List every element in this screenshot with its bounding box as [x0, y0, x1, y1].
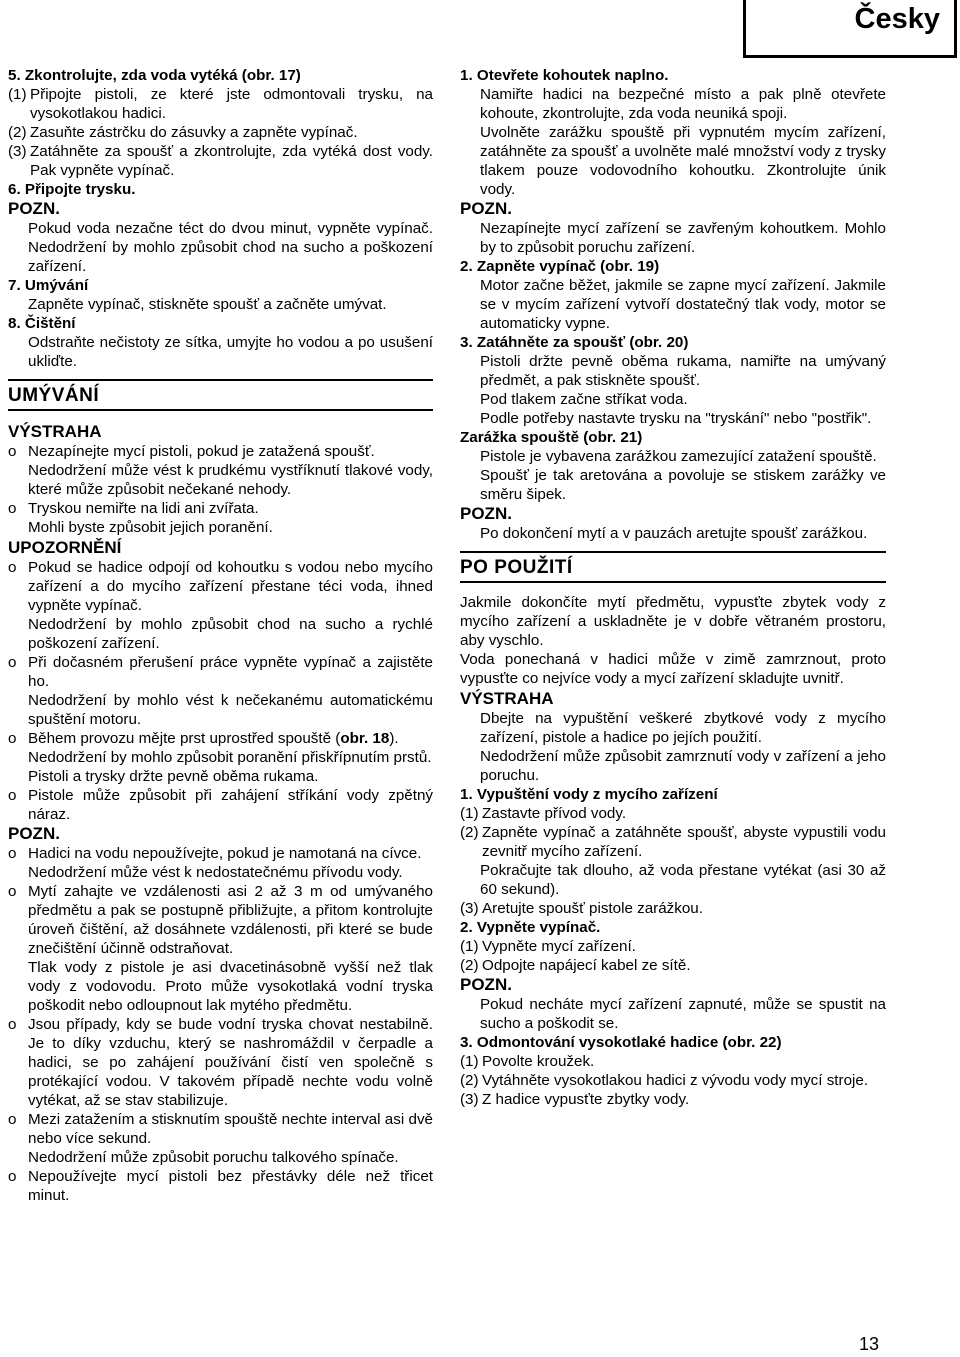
caution-item: o Během provozu mějte prst uprostřed spouště (obr. 18). [8, 730, 399, 747]
note-heading: POZN. [460, 199, 512, 218]
warning-heading: VÝSTRAHA [460, 689, 554, 708]
caution-subtext: Nedodržení by mohlo způsobit poranění přiskřípnutím prstů. [28, 749, 432, 766]
note-item: o Nepoužívejte mycí pistoli bez přestávky déle než třicet minut. [8, 1168, 433, 1204]
note-subtext: Nedodržení může vést k nedostatečnému přívodu vody. [28, 864, 403, 881]
step-3-title: 3. Zatáhněte za spoušť (obr. 20) [460, 334, 689, 351]
drain-step-3-item: (1) Povolte kroužek. [460, 1053, 595, 1070]
step-8-text: Odstraňte nečistoty ze sítka, umyjte ho vodou a po usušení ukliďte. [28, 334, 433, 370]
note-subtext: Tlak vody z pistole je asi dvacetinásobně vyšší než tlak vody z vodovodu. Proto může vysokotlaká vodní tryska poškodit nebo odloupnout lak mytého předmětu. [28, 959, 433, 1014]
caution-item: o Pistole může způsobit při zahájení stříkání vody zpětný náraz. [8, 787, 433, 823]
note-heading: POZN. [460, 975, 512, 994]
note-subtext: Nedodržení může způsobit poruchu talkového spínače. [28, 1149, 399, 1166]
step-6-title: 6. Připojte trysku. [8, 181, 136, 198]
step-5-item-1: (1) Připojte pistoli, ze které jste odmontovali trysku, na vysokotlakou hadici. [8, 86, 433, 122]
page-number: 13 [859, 1334, 880, 1354]
warning-text: Dbejte na vypuštění veškeré zbytkové vody z mycího zařízení, pistole a hadice po jejích použití. [480, 710, 886, 746]
note-heading: POZN. [8, 824, 60, 843]
drain-step-1-subtext: Pokračujte tak dlouho, až voda přestane vytékat (asi 30 až 60 sekund). [480, 862, 886, 898]
caution-item: o Pokud se hadice odpojí od kohoutku s vodou nebo mycího zařízení a do mycího zařízení přestane téci voda, ihned vypněte vypínač. [8, 559, 433, 614]
note-heading: POZN. [8, 199, 60, 218]
drain-step-2-item: (1) Vypněte mycí zařízení. [460, 938, 636, 955]
drain-step-1-item: (2) Zapněte vypínač a zatáhněte spoušť, abyste vypustili vodu zevnitř mycího zařízení. [460, 824, 886, 860]
note-item: o Hadici na vodu nepoužívejte, pokud je namotaná na cívce. [8, 845, 422, 862]
step-3-text: Pod tlakem začne stříkat voda. [480, 391, 688, 408]
step-3-text: Pistoli držte pevně oběma rukama, namiřte na umývaný předmět, a pak stiskněte spoušť. [480, 353, 886, 389]
after-use-text: Voda ponechaná v hadici může v zimě zamrznout, proto vypusťte co nejvíce vody a mycí zařízení skladujte uvnitř. [460, 651, 886, 687]
step-1-text: Uvolněte zarážku spouště při vypnutém mycím zařízení, zatáhněte za spoušť a uvolněte malé množství vody z trysky tlakem pouze vodovodního kohoutku. Zkontrolujte únik vody. [480, 124, 886, 198]
warning-subtext: Nedodržení může vést k prudkému vystříknutí tlakové vody, které může způsobit nečekané nehody. [28, 462, 433, 498]
drain-step-1-item: (3) Aretujte spoušť pistole zarážkou. [460, 900, 703, 917]
trigger-lock-text: Pistole je vybavena zarážkou zamezující zatažení spouště. [480, 448, 877, 465]
warning-text: Nedodržení může způsobit zamrznutí vody v zařízení a jeho poruchu. [480, 748, 886, 784]
drain-step-1-title: 1. Vypuštění vody z mycího zařízení [460, 786, 718, 803]
drain-step-3-item: (3) Z hadice vypusťte zbytky vody. [460, 1091, 690, 1108]
note-heading: POZN. [460, 504, 512, 523]
note-text: Pokud necháte mycí zařízení zapnuté, může se spustit na sucho a poškodit se. [480, 996, 886, 1032]
drain-step-3-item: (2) Vytáhněte vysokotlakou hadici z vývodu vody mycí stroje. [460, 1072, 869, 1089]
step-7-text: Zapněte vypínač, stiskněte spoušť a začněte umývat. [28, 296, 387, 313]
step-2-text: Motor začne běžet, jakmile se zapne mycí zařízení. Jakmile se v mycím zařízení vytvoří dostatečný tlak vody, motor se automaticky vypne. [480, 277, 886, 332]
note-text: Pokud voda nezačne téct do dvou minut, vypněte vypínač. Nedodržení by mohlo způsobit chod na sucho a poškození zařízení. [28, 220, 433, 275]
warning-item: o Nezapínejte mycí pistoli, pokud je zatažená spoušť. [8, 443, 375, 460]
caution-subtext: Nedodržení by mohlo vést k nečekanému automatickému spuštění motoru. [28, 692, 433, 728]
drain-step-2-item: (2) Odpojte napájecí kabel ze sítě. [460, 957, 691, 974]
note-item: o Jsou případy, kdy se bude vodní tryska chovat nestabilně. Je to díky vzduchu, který se nashromáždil v čerpadle a hadici, se po zahájení používání čistí ven společně s protékající vodou. V takovém případě nechte vodu volně vytékat, až se stav stabilizuje. [8, 1016, 433, 1109]
warning-item: o Tryskou nemiřte na lidi ani zvířata. [8, 500, 259, 517]
note-text: Nezapínejte mycí zařízení se zavřeným kohoutkem. Mohlo by to způsobit poruchu zařízení. [480, 220, 886, 256]
caution-subtext: Pistoli a trysky držte pevně oběma rukama. [28, 768, 319, 785]
caution-heading: UPOZORNĚNÍ [8, 538, 122, 557]
step-5-title: 5. Zkontrolujte, zda voda vytéká (obr. 17) [8, 67, 301, 84]
note-text: Po dokončení mytí a v pauzách aretujte spoušť zarážkou. [480, 525, 868, 542]
step-7-title: 7. Umývání [8, 277, 89, 294]
caution-subtext: Nedodržení by mohlo způsobit chod na sucho a rychlé poškození zařízení. [28, 616, 433, 652]
warning-subtext: Mohli byste způsobit jejich poranění. [28, 519, 273, 536]
language-tab: Česky [743, 0, 957, 58]
drain-step-1-item: (1) Zastavte přívod vody. [460, 805, 627, 822]
step-5-item-3: (3) Zatáhněte za spoušť a zkontrolujte, zda vytéká dost vody. Pak vypněte vypínač. [8, 143, 433, 179]
note-item: o Mezi zatažením a stisknutím spouště nechte interval asi dvě nebo více sekund. [8, 1111, 433, 1147]
step-5-item-2: (2) Zasuňte zástrčku do zásuvky a zapněte vypínač. [8, 124, 358, 141]
section-po-pouziti: PO POUŽITÍ [460, 551, 886, 583]
step-2-title: 2. Zapněte vypínač (obr. 19) [460, 258, 660, 275]
step-3-text: Podle potřeby nastavte trysku na "tryskání" nebo "postřik". [480, 410, 872, 427]
step-1-title: 1. Otevřete kohoutek naplno. [460, 67, 669, 84]
warning-heading: VÝSTRAHA [8, 422, 102, 441]
trigger-lock-title: Zarážka spouště (obr. 21) [460, 429, 643, 446]
left-column [8, 66, 433, 1205]
note-item: o Mytí zahajte ve vzdálenosti asi 2 až 3 m od umývaného předmětu a pak se postupně přibližujte, a přitom kontrolujte úroveň čištění, až dosáhnete vzdálenosti, při které se bude znečištění účinně odstraňovat. [8, 883, 433, 957]
right-column [460, 66, 886, 1109]
after-use-text: Jakmile dokončíte mytí předmětu, vypusťte zbytek vody z mycího zařízení a uskladněte je v dobře větraném prostoru, aby vyschlo. [460, 594, 886, 649]
step-1-text: Namiřte hadici na bezpečné místo a pak plně otevřete kohoute, zkontrolujte, zda voda neuniká spoji. [480, 86, 886, 122]
trigger-lock-text: Spoušť je tak aretována a povoluje se stiskem zarážky ve směru šipek. [480, 467, 886, 503]
drain-step-3-title: 3. Odmontování vysokotlaké hadice (obr. 22) [460, 1034, 782, 1051]
drain-step-2-title: 2. Vypněte vypínač. [460, 919, 601, 936]
step-8-title: 8. Čištění [8, 315, 76, 332]
section-umyvani: UMÝVÁNÍ [8, 379, 433, 411]
caution-item: o Při dočasném přerušení práce vypněte vypínač a zajistěte ho. [8, 654, 433, 690]
